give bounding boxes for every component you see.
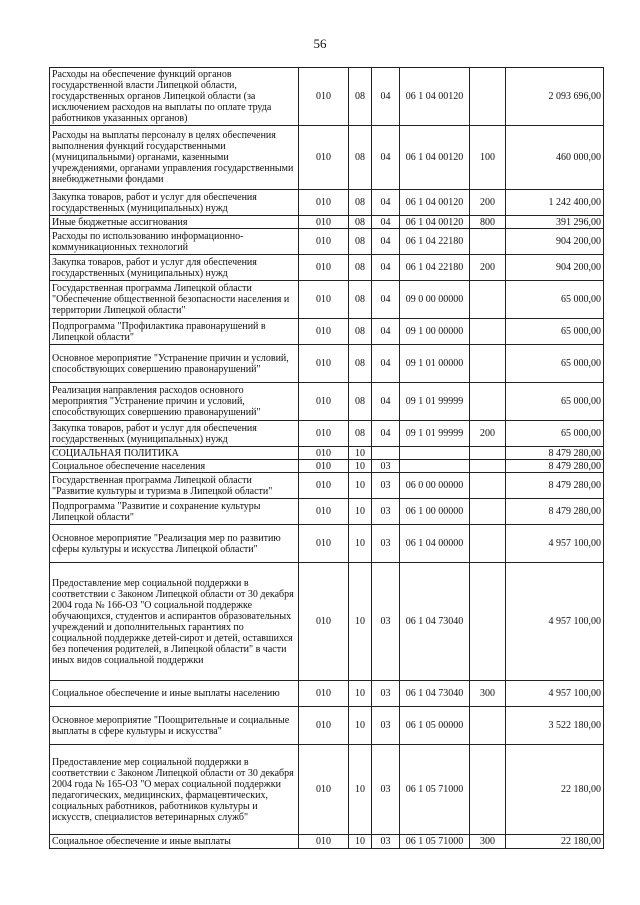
table-row	[50, 255, 604, 281]
cell-section: 08	[349, 255, 372, 281]
table-row	[50, 447, 604, 460]
cell-section: 08	[349, 421, 372, 447]
cell-name: Основное мероприятие "Реализация мер по развитию сферы культуры и искусства Липецкой области"	[50, 525, 299, 563]
cell-ministry: 010	[299, 68, 349, 126]
cell-target-article: 09 1 00 00000	[400, 319, 470, 345]
cell-amount: 22 180,00	[506, 835, 604, 849]
table-row	[50, 421, 604, 447]
cell-target-article: 06 1 04 00000	[400, 525, 470, 563]
cell-subsection: 04	[372, 229, 400, 255]
cell-section: 08	[349, 190, 372, 216]
table-row	[50, 190, 604, 216]
cell-subsection: 03	[372, 460, 400, 473]
cell-target-article: 06 1 04 22180	[400, 255, 470, 281]
cell-subsection: 04	[372, 421, 400, 447]
cell-expense-type	[470, 745, 506, 835]
cell-amount: 65 000,00	[506, 383, 604, 421]
cell-amount: 3 522 180,00	[506, 707, 604, 745]
cell-target-article: 06 1 04 00120	[400, 126, 470, 190]
cell-name: Иные бюджетные ассигнования	[50, 216, 299, 229]
cell-target-article: 06 1 04 22180	[400, 229, 470, 255]
cell-target-article: 09 1 01 99999	[400, 383, 470, 421]
cell-name: Основное мероприятие "Поощрительные и социальные выплаты в сфере культуры и искусства"	[50, 707, 299, 745]
cell-ministry: 010	[299, 499, 349, 525]
cell-ministry: 010	[299, 319, 349, 345]
cell-amount: 391 296,00	[506, 216, 604, 229]
cell-subsection: 04	[372, 68, 400, 126]
cell-subsection: 03	[372, 499, 400, 525]
cell-amount: 65 000,00	[506, 319, 604, 345]
cell-ministry: 010	[299, 421, 349, 447]
table-row	[50, 345, 604, 383]
table-row	[50, 681, 604, 707]
cell-section: 10	[349, 525, 372, 563]
cell-subsection	[372, 447, 400, 460]
cell-amount: 65 000,00	[506, 421, 604, 447]
cell-ministry: 010	[299, 383, 349, 421]
cell-target-article: 06 1 04 00120	[400, 190, 470, 216]
cell-name: Подпрограмма "Развитие и сохранение культуры Липецкой области"	[50, 499, 299, 525]
cell-amount: 8 479 280,00	[506, 473, 604, 499]
cell-expense-type: 200	[470, 421, 506, 447]
cell-subsection: 04	[372, 383, 400, 421]
cell-expense-type	[470, 447, 506, 460]
cell-expense-type	[470, 525, 506, 563]
cell-amount: 4 957 100,00	[506, 563, 604, 681]
cell-subsection: 03	[372, 707, 400, 745]
cell-target-article: 06 1 05 00000	[400, 707, 470, 745]
cell-name: Государственная программа Липецкой области "Обеспечение общественной безопасности населения и территории Липецкой области"	[50, 281, 299, 319]
cell-target-article: 06 0 00 00000	[400, 473, 470, 499]
cell-expense-type: 200	[470, 190, 506, 216]
cell-section: 10	[349, 563, 372, 681]
cell-section: 08	[349, 319, 372, 345]
cell-subsection: 03	[372, 473, 400, 499]
cell-target-article	[400, 447, 470, 460]
cell-expense-type: 200	[470, 255, 506, 281]
cell-name: Расходы на обеспечение функций органов государственной власти Липецкой области, государственных органов Липецкой области (за исключением расходов на выплаты по оплате труда работников указанных органов)	[50, 68, 299, 126]
cell-expense-type	[470, 345, 506, 383]
cell-name: Подпрограмма "Профилактика правонарушений в Липецкой области"	[50, 319, 299, 345]
cell-subsection: 03	[372, 563, 400, 681]
cell-name: Реализация направления расходов основного мероприятия "Устранение причин и условий, способствующих совершению правонарушений"	[50, 383, 299, 421]
cell-section: 08	[349, 126, 372, 190]
cell-subsection: 04	[372, 190, 400, 216]
cell-name: Закупка товаров, работ и услуг для обеспечения государственных (муниципальных) нужд	[50, 255, 299, 281]
cell-amount: 8 479 280,00	[506, 460, 604, 473]
cell-ministry: 010	[299, 473, 349, 499]
cell-section: 10	[349, 460, 372, 473]
cell-subsection: 04	[372, 281, 400, 319]
cell-subsection: 03	[372, 681, 400, 707]
table-row	[50, 835, 604, 849]
table-row	[50, 707, 604, 745]
cell-section: 10	[349, 745, 372, 835]
cell-expense-type	[470, 383, 506, 421]
table-row	[50, 745, 604, 835]
cell-expense-type: 300	[470, 835, 506, 849]
cell-subsection: 03	[372, 525, 400, 563]
cell-name: Государственная программа Липецкой области "Развитие культуры и туризма в Липецкой области"	[50, 473, 299, 499]
cell-subsection: 03	[372, 745, 400, 835]
cell-amount: 8 479 280,00	[506, 499, 604, 525]
cell-expense-type	[470, 281, 506, 319]
cell-expense-type	[470, 460, 506, 473]
cell-section: 08	[349, 383, 372, 421]
cell-target-article: 06 1 05 71000	[400, 745, 470, 835]
cell-section: 10	[349, 499, 372, 525]
cell-amount: 460 000,00	[506, 126, 604, 190]
cell-ministry: 010	[299, 229, 349, 255]
cell-expense-type	[470, 68, 506, 126]
table-row	[50, 68, 604, 126]
cell-name: Предоставление мер социальной поддержки в соответствии с Законом Липецкой области от 30 декабря 2004 года № 165-ОЗ "О мерах социальной поддержки педагогических, медицинских, фармацевтических, социальных работников, работников культуры и искусств, специалистов ветеринарных служб"	[50, 745, 299, 835]
cell-target-article: 06 1 04 73040	[400, 681, 470, 707]
cell-target-article: 06 1 05 71000	[400, 835, 470, 849]
cell-ministry: 010	[299, 190, 349, 216]
cell-section: 08	[349, 229, 372, 255]
cell-ministry: 010	[299, 345, 349, 383]
cell-amount: 4 957 100,00	[506, 525, 604, 563]
table-body	[50, 68, 604, 849]
cell-ministry: 010	[299, 255, 349, 281]
cell-expense-type: 100	[470, 126, 506, 190]
table-row	[50, 281, 604, 319]
cell-amount: 904 200,00	[506, 229, 604, 255]
table-row	[50, 473, 604, 499]
cell-amount: 8 479 280,00	[506, 447, 604, 460]
cell-target-article: 09 1 01 99999	[400, 421, 470, 447]
cell-section: 10	[349, 447, 372, 460]
cell-name: Социальное обеспечение и иные выплаты населению	[50, 681, 299, 707]
cell-section: 10	[349, 835, 372, 849]
cell-ministry: 010	[299, 681, 349, 707]
cell-subsection: 04	[372, 319, 400, 345]
cell-ministry: 010	[299, 447, 349, 460]
cell-ministry: 010	[299, 126, 349, 190]
cell-subsection: 04	[372, 126, 400, 190]
cell-ministry: 010	[299, 216, 349, 229]
cell-expense-type: 300	[470, 681, 506, 707]
table-row	[50, 499, 604, 525]
cell-ministry: 010	[299, 281, 349, 319]
table-row	[50, 383, 604, 421]
budget-table	[49, 67, 604, 849]
cell-expense-type	[470, 499, 506, 525]
cell-ministry: 010	[299, 745, 349, 835]
cell-expense-type: 800	[470, 216, 506, 229]
cell-ministry: 010	[299, 525, 349, 563]
cell-section: 08	[349, 68, 372, 126]
table-row	[50, 229, 604, 255]
cell-section: 08	[349, 216, 372, 229]
cell-section: 10	[349, 707, 372, 745]
cell-subsection: 04	[372, 255, 400, 281]
cell-expense-type	[470, 473, 506, 499]
cell-target-article: 09 0 00 00000	[400, 281, 470, 319]
cell-subsection: 04	[372, 345, 400, 383]
cell-name: Расходы на выплаты персоналу в целях обеспечения выполнения функций государственными (муниципальными) органами, казенными учреждениями, органами управления государственными внебюджетными фондами	[50, 126, 299, 190]
table-row	[50, 319, 604, 345]
cell-amount: 22 180,00	[506, 745, 604, 835]
cell-name: Основное мероприятие "Устранение причин и условий, способствующих совершению правонарушений"	[50, 345, 299, 383]
table-row	[50, 460, 604, 473]
cell-name: Социальное обеспечение и иные выплаты	[50, 835, 299, 849]
cell-section: 10	[349, 681, 372, 707]
cell-amount: 65 000,00	[506, 281, 604, 319]
cell-name: Предоставление мер социальной поддержки в соответствии с Законом Липецкой области от 30 декабря 2004 года № 166-ОЗ "О социальной поддержке обучающихся, студентов и аспирантов образовательных учреждений и дополнительных гарантиях по социальной поддержке детей-сирот и детей, оставшихся без попечения родителей, в Липецкой области" в части иных видов социальной поддержки	[50, 563, 299, 681]
cell-name: СОЦИАЛЬНАЯ ПОЛИТИКА	[50, 447, 299, 460]
cell-section: 08	[349, 281, 372, 319]
cell-expense-type	[470, 229, 506, 255]
table-row	[50, 126, 604, 190]
cell-amount: 65 000,00	[506, 345, 604, 383]
cell-name: Закупка товаров, работ и услуг для обеспечения государственных (муниципальных) нужд	[50, 190, 299, 216]
cell-subsection: 04	[372, 216, 400, 229]
cell-name: Расходы по использованию информационно-коммуникационных технологий	[50, 229, 299, 255]
cell-ministry: 010	[299, 563, 349, 681]
table-row	[50, 563, 604, 681]
cell-target-article: 09 1 01 00000	[400, 345, 470, 383]
cell-subsection: 03	[372, 835, 400, 849]
cell-amount: 4 957 100,00	[506, 681, 604, 707]
cell-target-article	[400, 460, 470, 473]
cell-expense-type	[470, 319, 506, 345]
cell-section: 10	[349, 473, 372, 499]
cell-expense-type	[470, 563, 506, 681]
cell-amount: 1 242 400,00	[506, 190, 604, 216]
cell-name: Закупка товаров, работ и услуг для обеспечения государственных (муниципальных) нужд	[50, 421, 299, 447]
table-row	[50, 525, 604, 563]
cell-target-article: 06 1 04 73040	[400, 563, 470, 681]
page-number: 56	[313, 36, 327, 51]
cell-expense-type	[470, 707, 506, 745]
cell-section: 08	[349, 345, 372, 383]
cell-amount: 904 200,00	[506, 255, 604, 281]
cell-ministry: 010	[299, 460, 349, 473]
cell-amount: 2 093 696,00	[506, 68, 604, 126]
table-row	[50, 216, 604, 229]
cell-target-article: 06 1 04 00120	[400, 216, 470, 229]
cell-target-article: 06 1 00 00000	[400, 499, 470, 525]
cell-name: Социальное обеспечение населения	[50, 460, 299, 473]
cell-target-article: 06 1 04 00120	[400, 68, 470, 126]
cell-ministry: 010	[299, 835, 349, 849]
cell-ministry: 010	[299, 707, 349, 745]
